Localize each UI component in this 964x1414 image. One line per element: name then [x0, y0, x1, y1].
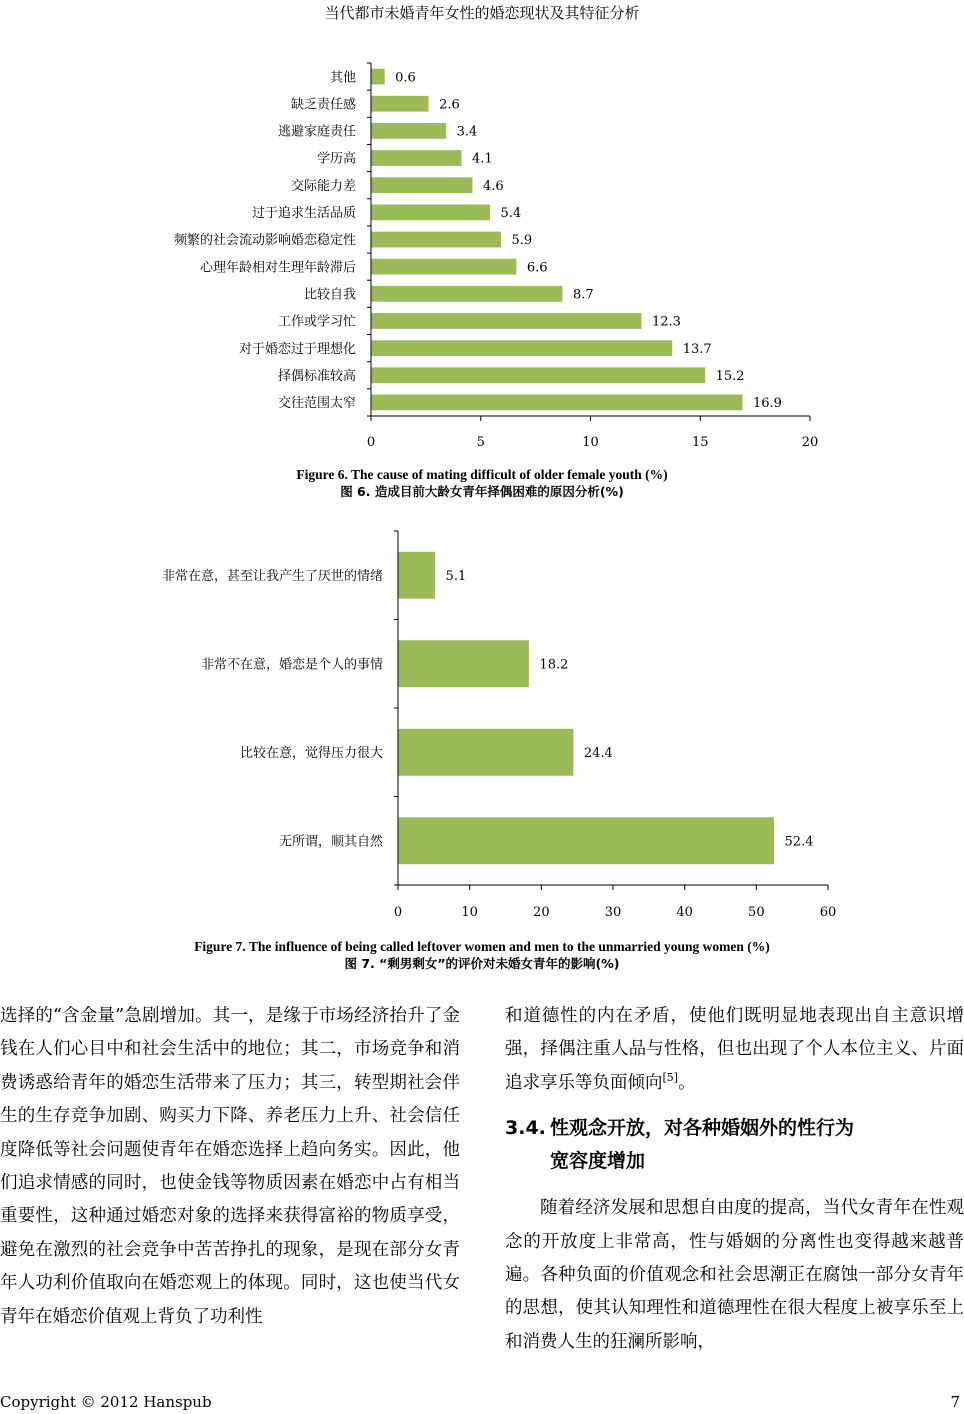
- fig7-x-tick-label: 30: [604, 905, 622, 920]
- fig6-value-label: 13.7: [682, 341, 712, 357]
- fig6-bar: [372, 313, 642, 329]
- right-paragraph-1: [505, 1000, 964, 1100]
- running-title: 当代都市未婚青年女性的婚恋现状及其特征分析: [324, 4, 640, 22]
- section-number: 3.4.: [505, 1117, 546, 1140]
- fig6-value-label: 5.4: [500, 206, 522, 222]
- fig6-value-label: 3.4: [456, 124, 478, 140]
- right-column: [505, 1000, 964, 1359]
- fig7-value-label: 24.4: [583, 745, 613, 761]
- fig6-x-tick-label: 0: [366, 435, 376, 450]
- figure-7-chart: [162, 531, 836, 920]
- section-heading-3-4: [505, 1112, 964, 1178]
- fig6-bar: [372, 177, 473, 193]
- fig6-category-label: 工作或学习忙: [277, 314, 356, 330]
- citation-ref[interactable]: [5]: [662, 1070, 679, 1084]
- fig7-x-tick-label: 60: [819, 905, 837, 920]
- fig6-bar: [372, 123, 447, 139]
- fig6-category-label: 频繁的社会流动影响婚恋稳定性: [173, 233, 356, 249]
- fig7-x-tick-label: 20: [533, 905, 550, 920]
- right-paragraph-2: 随着经济发展和思想自由度的提高，当代女青年在性观念的开放度上非常高，性与婚姻的分离性也变得越来越普遍。各种负面的价值观念和社会思潮正在腐蚀一部分女青年的思想，使其认知理性和道德理性在很大程度上被享乐至上和消费人生的狂澜所影响，: [505, 1198, 964, 1352]
- fig7-bar: [399, 729, 574, 776]
- right-paragraph-1-end: 。: [678, 1072, 696, 1093]
- fig6-category-label: 择偶标准较高: [277, 368, 356, 384]
- fig6-category-label: 心理年龄相对生理年龄滞后: [199, 260, 356, 276]
- fig6-bar: [372, 259, 517, 275]
- fig6-bar: [372, 204, 491, 220]
- figure-6-caption-en: Figure 6. The cause of mating difficult of older female youth (%): [296, 467, 668, 482]
- fig6-bar: [372, 96, 429, 112]
- left-paragraph: 选择的“含金量”急剧增加。其一，是缘于市场经济抬升了金钱在人们心目中和社会生活中的地位；其二，市场竞争和消费诱惑给青年的婚恋生活带来了压力；其三，转型期社会伴生的生存竞争加剧、购买力下降、养老压力上升、社会信任度降低等社会问题使青年在婚恋选择上趋向务实。因此，他们追求情感的同时，也使金钱等物质因素在婚恋中占有相当重要性，这种通过婚恋对象的选择来获得富裕的物质享受，避免在激烈的社会竞争中苦苦挣扎的现象，是现在部分女青年人功利价值取向在婚恋观上的体现。同时，这也使当代女青年在婚恋价值观上背负了功利性: [0, 1006, 460, 1327]
- figure-6-chart: [174, 63, 818, 450]
- fig7-x-tick-label: 0: [393, 905, 403, 920]
- fig6-category-label: 比较自我: [303, 287, 356, 303]
- fig7-bar: [399, 640, 529, 687]
- figure-7-caption-zh: 图 7. “剩男剩女”的评价对未婚女青年的影响(%): [344, 956, 620, 971]
- footer-page-number: 7: [950, 1393, 960, 1411]
- fig6-category-label: 交际能力差: [290, 178, 356, 194]
- fig6-value-label: 8.7: [572, 287, 594, 303]
- fig6-category-label: 对于婚恋过于理想化: [238, 341, 356, 357]
- fig7-category-label: 非常不在意，婚恋是个人的事情: [200, 657, 383, 673]
- fig6-x-tick-label: 5: [476, 435, 485, 450]
- fig7-bar: [399, 552, 436, 599]
- fig6-bar: [372, 340, 673, 356]
- figure-6-caption-zh: 图 6. 造成目前大龄女青年择偶困难的原因分析(%): [340, 484, 624, 499]
- fig7-x-tick-label: 50: [748, 905, 765, 920]
- fig6-value-label: 4.1: [471, 151, 493, 167]
- fig6-value-label: 12.3: [651, 314, 681, 330]
- fig6-value-label: 6.6: [526, 260, 548, 276]
- fig7-value-label: 18.2: [539, 657, 569, 673]
- fig7-bar: [399, 817, 775, 864]
- fig6-value-label: 5.9: [511, 233, 533, 249]
- fig7-value-label: 5.1: [445, 568, 467, 584]
- figure-7-caption: [0, 938, 964, 972]
- right-paragraph-1-text: 和道德性的内在矛盾，使他们既明显地表现出自主意识增强，择偶注重人品与性格，但也出现了个人本位主义、片面追求享乐等负面倾向: [505, 1006, 964, 1093]
- fig7-category-label: 无所谓，顺其自然: [278, 834, 383, 850]
- fig6-bar: [372, 395, 743, 411]
- fig6-x-tick-label: 15: [691, 435, 709, 450]
- fig6-category-label: 其他: [329, 70, 356, 86]
- footer-copyright: Copyright © 2012 Hanspub: [0, 1393, 212, 1411]
- fig7-x-tick-label: 10: [461, 905, 478, 920]
- fig6-bar: [372, 286, 563, 302]
- fig6-value-label: 4.6: [482, 178, 504, 194]
- fig6-category-label: 缺乏责任感: [290, 97, 356, 113]
- figure-7-caption-en: Figure 7. The influence of being called leftover women and men to the unmarried young women (%): [194, 939, 770, 954]
- fig6-x-tick-label: 10: [582, 435, 599, 450]
- fig7-category-label: 比较在意，觉得压力很大: [239, 745, 383, 761]
- fig6-category-label: 学历高: [316, 151, 356, 167]
- fig6-category-label: 逃避家庭责任: [277, 124, 356, 140]
- fig7-x-tick-label: 40: [676, 905, 693, 920]
- fig7-value-label: 52.4: [784, 834, 814, 850]
- fig6-bar: [372, 150, 462, 166]
- fig6-x-tick-label: 20: [801, 435, 819, 450]
- fig6-category-label: 交往范围太窄: [277, 396, 356, 412]
- section-title-line2: 宽容度增加: [550, 1150, 646, 1173]
- fig6-bar: [372, 367, 706, 383]
- section-title-line1: 性观念开放，对各种婚姻外的性行为: [550, 1117, 855, 1140]
- fig6-value-label: 16.9: [752, 396, 782, 412]
- figure-6-caption: [0, 466, 964, 500]
- fig6-bar: [372, 232, 502, 248]
- fig6-value-label: 15.2: [715, 368, 745, 384]
- fig6-value-label: 2.6: [439, 97, 460, 113]
- left-column: [0, 1000, 460, 1334]
- fig7-category-label: 非常在意，甚至让我产生了厌世的情绪: [161, 568, 383, 584]
- fig6-bar: [372, 69, 385, 85]
- fig6-category-label: 过于追求生活品质: [251, 206, 356, 222]
- fig6-value-label: 0.6: [395, 70, 416, 86]
